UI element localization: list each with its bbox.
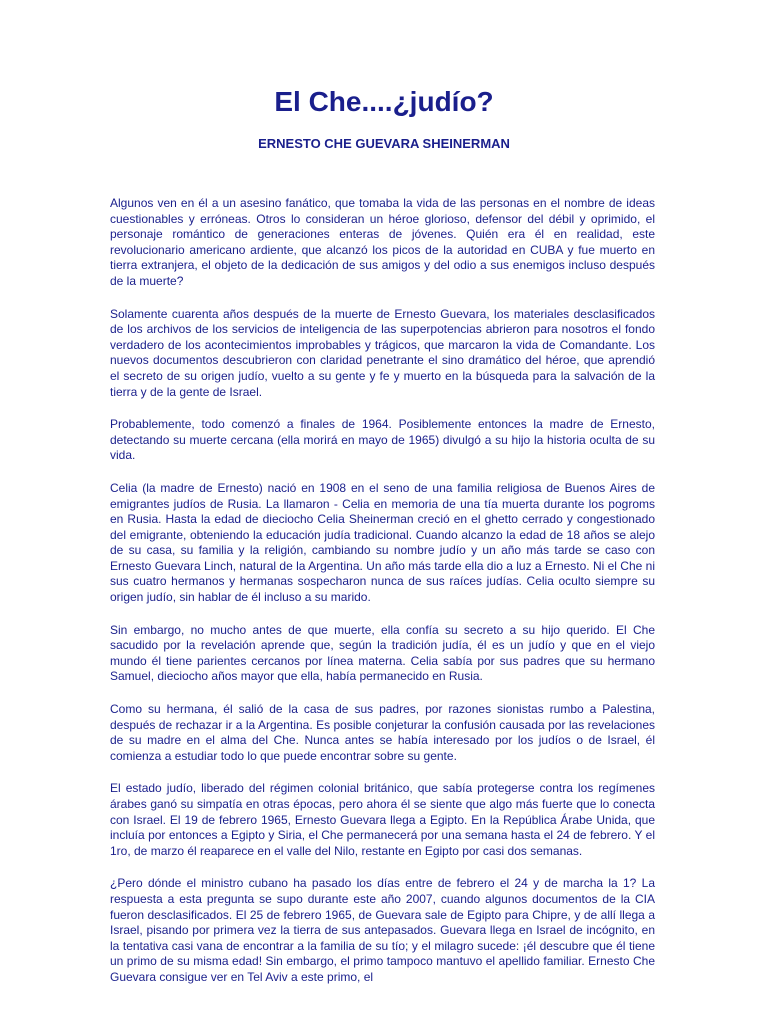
paragraph: El estado judío, liberado del régimen colonial británico, que sabía protegerse contra los regímenes árabes ganó su simpatía en otras épocas, pero ahora él se siente que algo más fuerte que lo conecta con Israel. El 19 de febrero 1965, Ernesto Guevara llega a Egipto. En la República Árabe Unida, que incluía por entonces a Egipto y Siria, el Che permanecerá por una semana hasta el 24 de febrero. Y el 1ro, de marzo él reaparece en el valle del Nilo, restante en Egipto por casi dos semanas. [110,781,655,858]
paragraph: Probablemente, todo comenzó a finales de 1964. Posiblemente entonces la madre de Ernesto, detectando su muerte cercana (ella morirá en mayo de 1965) divulgó a su hijo la historia oculta de su vida. [110,417,655,463]
paragraph: Solamente cuarenta años después de la muerte de Ernesto Guevara, los materiales desclasificados de los archivos de los servicios de inteligencia de las superpotencias abrieron para nosotros el fondo verdadero de los acontecimientos improbables y trágicos, que marcaron la vida de Comandante. Los nuevos documentos descubrieron con claridad penetrante el sino dramático del héroe, que aprendió el secreto de su origen judío, vuelto a su gente y fe y muerto en la búsqueda para la salvación de la tierra y de la gente de Israel. [110,306,655,399]
paragraph: Como su hermana, él salió de la casa de sus padres, por razones sionistas rumbo a Palestina, después de rechazar ir a la Argentina. Es posible conjeturar la confusión causada por las revelaciones de su madre en el alma del Che. Nunca antes se había interesado por los judíos o de Israel, él comienza a estudiar todo lo que puede encontrar sobre su gente. [110,702,655,763]
paragraph: Celia (la madre de Ernesto) nació en 1908 en el seno de una familia religiosa de Buenos Aires de emigrantes judíos de Rusia. La llamaron - Celia en memoria de una tía muerta durante los pogroms en Rusia. Hasta la edad de dieciocho Celia Sheinerman creció en el ghetto cerrado y congestionado del emigrante, obteniendo la educación judía tradicional. Cuando alcanzo la edad de 18 años se alejo de su casa, su familia y la religión, cambiando su nombre judío y un año más tarde se caso con Ernesto Guevara Linch, natural de la Argentina. Un año más tarde ella dio a luz a Ernesto. Ni el Che ni sus cuatro hermanos y hermanas sospecharon nunca de sus raíces judías. Celia oculto siempre su origen judío, sin hablar de él incluso a su marido. [110,480,655,605]
page-title: El Che....¿judío? [274,86,494,117]
paragraph: Algunos ven en él a un asesino fanático, que tomaba la vida de las personas en el nombre de ideas cuestionables y erróneas. Otros lo consideran un héroe glorioso, defensor del débil y oprimido, el personaje romántico de generaciones enteras de jóvenes. Quién era él en realidad, este revolucionario americano ardiente, que alcanzó los picos de la autoridad en CUBA y fue muerto en tierra extranjera, el objeto de la dedicación de sus amigos y del odio a sus enemigos incluso después de la muerte? [110,196,655,288]
article-body [110,196,655,1003]
paragraph: ¿Pero dónde el ministro cubano ha pasado los días entre de febrero el 24 y de marcha la 1? La respuesta a esta pregunta se supo durante este año 2007, cuando algunos documentos de la CIA fueron desclasificados. El 25 de febrero 1965, de Guevara sale de Egipto para Chipre, y de allí llega a Israel, pisando por primera vez la tierra de sus antepasados. Guevara llega en Israel de incógnito, en la tentativa casi vana de encontrar a la familia de su tío; y el milagro sucede: ¡él descubre que él tiene un primo de su misma edad! Sin embargo, el primo tampoco mantuvo el apellido familiar. Ernesto Che Guevara consigue ver en Tel Aviv a este primo, el [110,876,655,984]
page-subtitle: ERNESTO CHE GUEVARA SHEINERMAN [258,136,510,151]
paragraph: Sin embargo, no mucho antes de que muerte, ella confía su secreto a su hijo querido. El Che sacudido por la revelación aprende que, según la tradición judía, él es un judío y que en el viejo mundo él tiene parientes cercanos por línea materna. Celia sabía por sus padres que su hermano Samuel, dieciocho años mayor que ella, había permanecido en Rusia. [110,622,655,684]
